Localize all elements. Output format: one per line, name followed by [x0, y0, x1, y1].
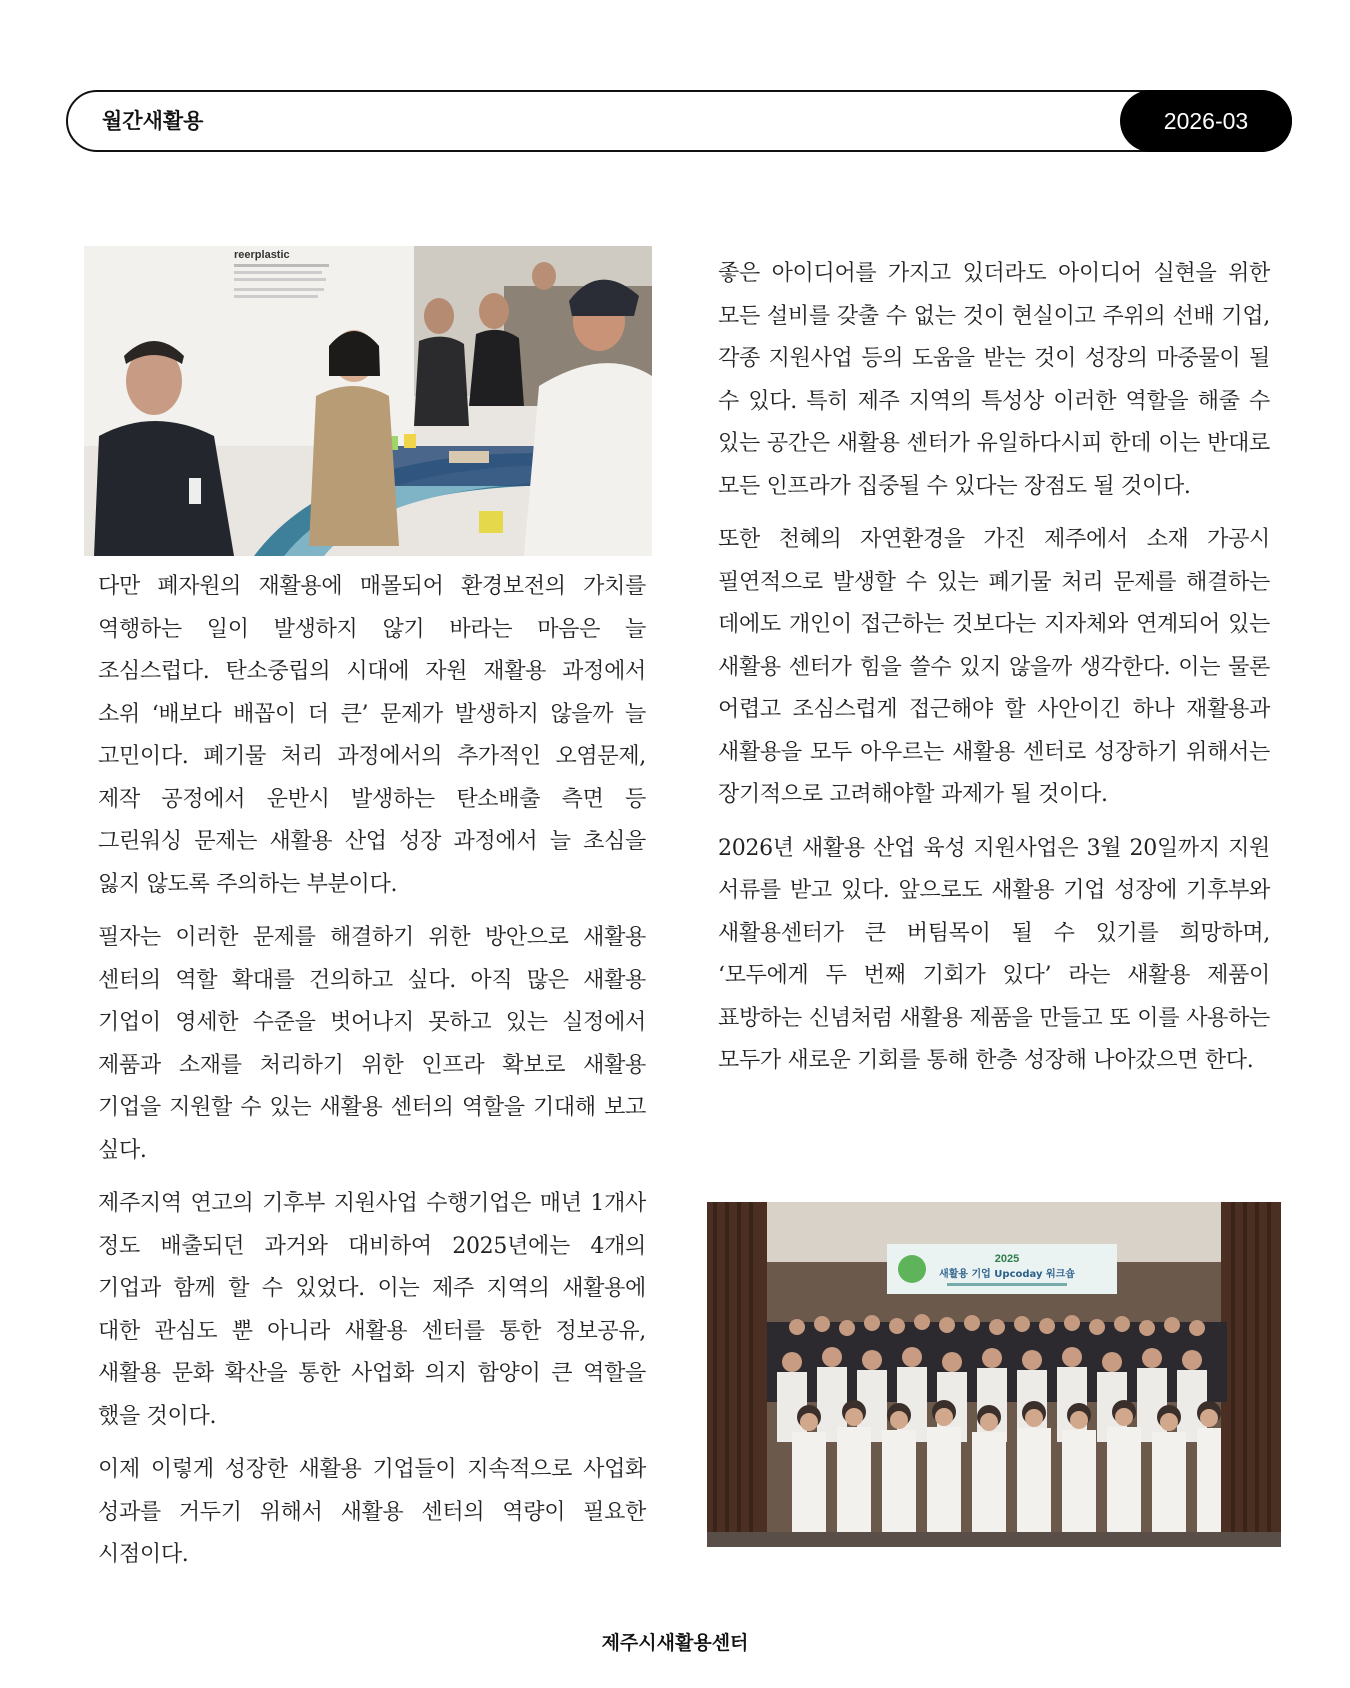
- right-column: [718, 253, 1270, 1094]
- right-paragraph-2: 또한 천혜의 자연환경을 가진 제주에서 소재 가공시 필연적으로 발생할 수 있는 폐기물 처리 문제를 해결하는 데에도 개인이 접근하는 것보다는 지자체와 연계되어 있는 새활용 센터가 힘을 쓸수 있지 않을까 생각한다. 이는 물론 어렵고 조심스럽게 접근해야 할 사안이긴 하나 재활용과 새활용을 모두 아우르는 새활용 센터로 성장하기 위해서는 장기적으로 고려해야할 과제가 될 것이다.: [718, 527, 1270, 807]
- magazine-title: 월간새활용: [102, 109, 204, 133]
- publisher-footer: 제주시새활용센터: [601, 1632, 749, 1654]
- left-paragraph-1: 다만 폐자원의 재활용에 매몰되어 환경보전의 가치를 역행하는 일이 발생하지 않기 바라는 마음은 늘 조심스럽다. 탄소중립의 시대에 자원 재활용 과정에서 소위 ‘배보다 배꼽이 더 큰’ 문제가 발생하지 않을까 늘 고민이다. 폐기물 처리 과정에서의 추가적인 오염문제, 제작 공정에서 운반시 발생하는 탄소배출 측면 등 그린워싱 문제는 새활용 산업 성장 과정에서 늘 초심을 잃지 않도록 주의하는 부분이다.: [98, 574, 646, 897]
- left-paragraph-4: 이제 이렇게 성장한 새활용 기업들이 지속적으로 사업화 성과를 거두기 위해서 새활용 센터의 역량이 필요한 시점이다.: [98, 1457, 646, 1567]
- banner-year: 2025: [994, 1253, 1020, 1265]
- issue-badge: 2026-03: [1120, 90, 1292, 152]
- left-column: [98, 566, 646, 1588]
- banner-title: 새활용 기업 Upcoday 워크숍: [939, 1269, 1075, 1280]
- photo-sign-text: reerplastic: [234, 249, 290, 261]
- left-paragraph-3: 제주지역 연고의 기후부 지원사업 수행기업은 매년 1개사 정도 배출되던 과거와 대비하여 2025년에는 4개의 기업과 함께 할 수 있었다. 이는 제주 지역의 새활용에 대한 관심도 뿐 아니라 새활용 센터를 통한 정보공유, 새활용 문화 확산을 통한 사업화 의지 함양이 큰 역할을 했을 것이다.: [98, 1191, 646, 1429]
- workshop-group-photo: [707, 1202, 1281, 1547]
- left-paragraph-2: 필자는 이러한 문제를 해결하기 위한 방안으로 새활용 센터의 역할 확대를 건의하고 싶다. 아직 많은 새활용 기업이 영세한 수준을 벗어나지 못하고 있는 실정에서 제품과 소재를 처리하기 위한 인프라 확보로 새활용 기업을 지원할 수 있는 새활용 센터의 역할을 기대해 보고 싶다.: [98, 925, 646, 1163]
- page-header: [66, 90, 1292, 152]
- right-paragraph-3: 2026년 새활용 산업 육성 지원사업은 3월 20일까지 지원 서류를 받고 있다. 앞으로도 새활용 기업 성장에 기후부와 새활용센터가 큰 버팀목이 될 수 있기를 희망하며, ‘모두에게 두 번째 기회가 있다’ 라는 새활용 제품이 표방하는 신념처럼 새활용 제품을 만들고 또 이를 사용하는 모두가 새로운 기회를 통해 한층 성장해 나아갔으면 한다.: [718, 835, 1270, 1073]
- exhibition-photo: [84, 246, 652, 556]
- right-paragraph-1: 좋은 아이디어를 가지고 있더라도 아이디어 실현을 위한 모든 설비를 갖출 수 없는 것이 현실이고 주위의 선배 기업, 각종 지원사업 등의 도움을 받는 것이 성장의 마중물이 될 수 있다. 특히 제주 지역의 특성상 이러한 역할을 해줄 수 있는 공간은 새활용 센터가 유일하다시피 한데 이는 반대로 모든 인프라가 집중될 수 있다는 장점도 될 것이다.: [718, 261, 1270, 499]
